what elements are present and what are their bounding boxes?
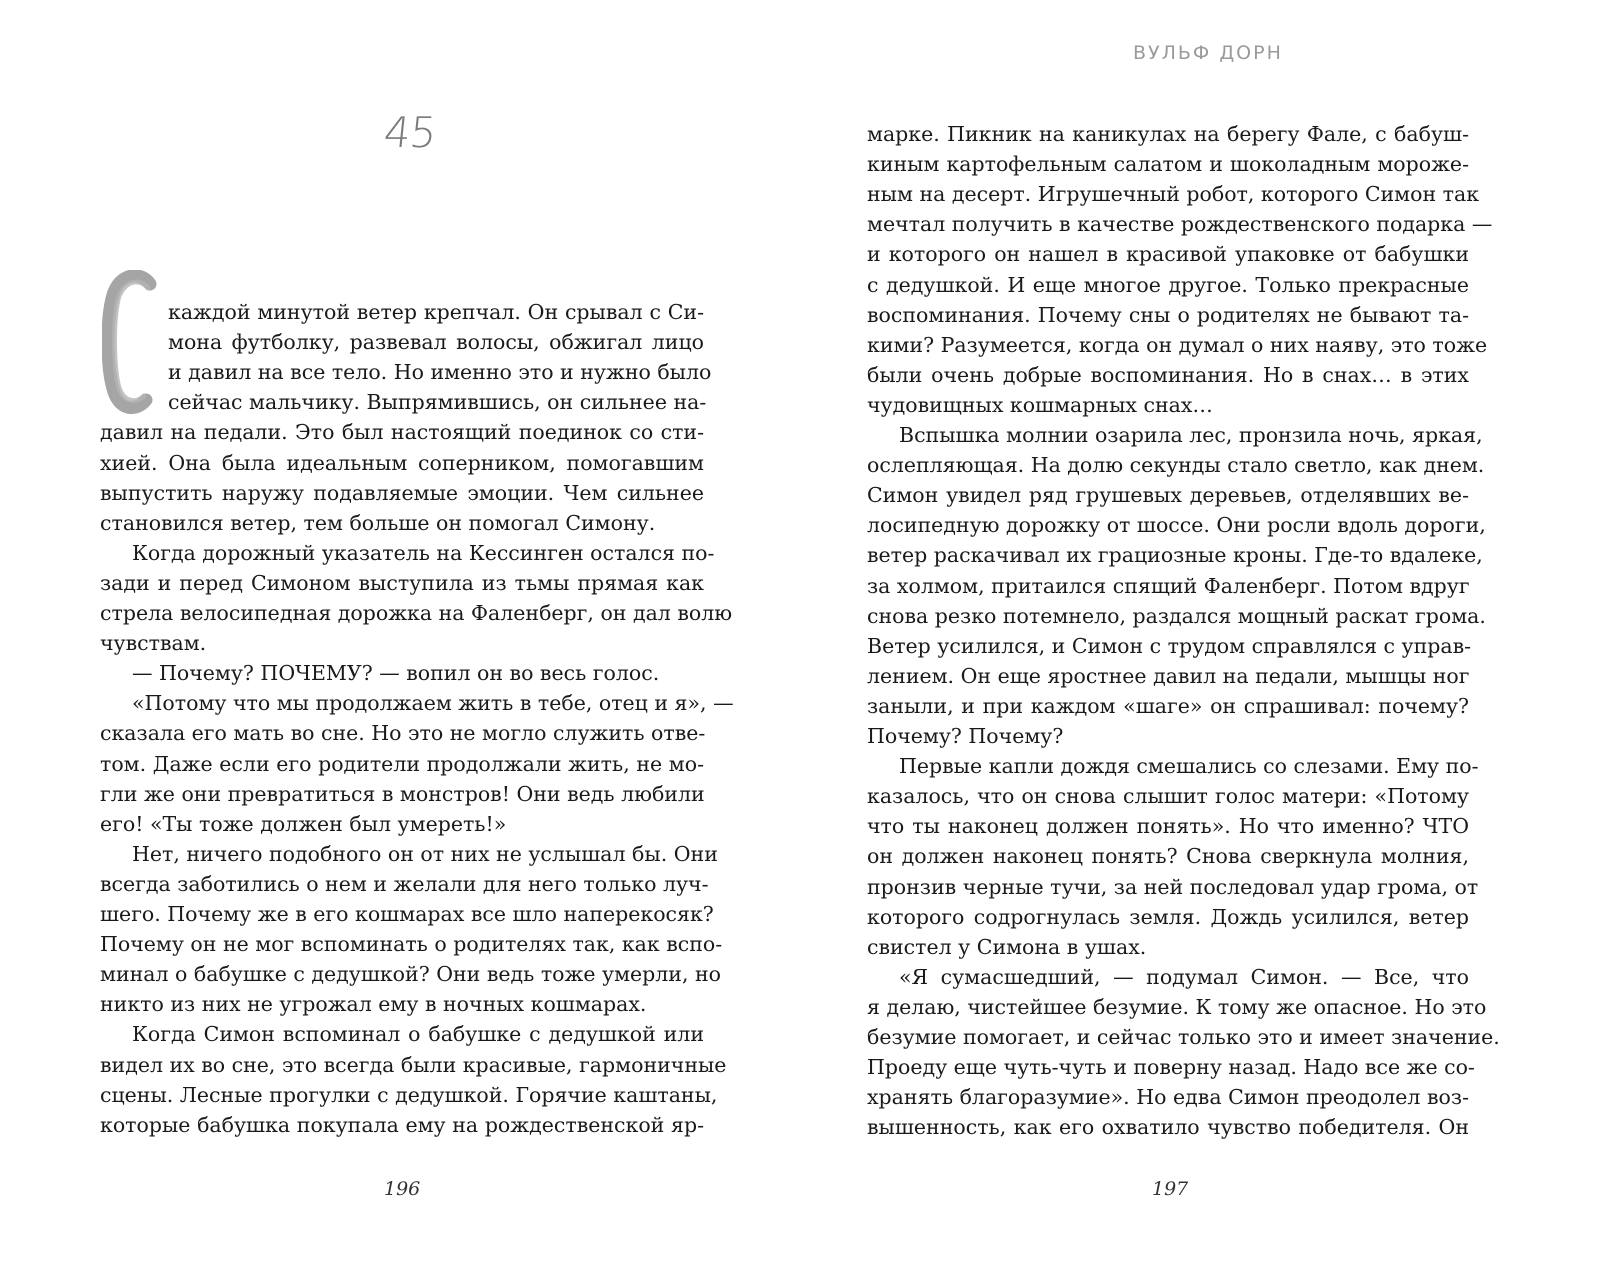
text-line: том. Даже если его родители продолжали жить, не мо-: [100, 751, 704, 776]
text-line: свистел у Симона в ушах.: [867, 934, 1147, 959]
text-line: мечтал получить в качестве рождественского подарка —: [867, 212, 1493, 237]
text-line: и которого он нашел в красивой упаковке от бабушки: [867, 242, 1469, 267]
text-line: воспоминания. Почему сны о родителях не бывают та-: [867, 302, 1469, 327]
page-number: 196: [384, 1178, 421, 1200]
text-line: заныли, и при каждом «шаге» он спрашивал: почему?: [867, 693, 1469, 718]
text-line: кими? Разумеется, когда он думал о них наяву, это тоже: [867, 332, 1488, 357]
text-line: зади и перед Симоном выступила из тьмы прямая как: [100, 570, 704, 595]
text-line: Проеду еще чуть-чуть и поверну назад. Надо все же со-: [867, 1055, 1475, 1080]
text-line: снова резко потемнело, раздался мощный раскат грома.: [867, 603, 1486, 628]
text-line: чудовищных кошмарных снах…: [867, 392, 1213, 417]
running-head: ВУЛЬФ ДОРН: [1133, 42, 1283, 64]
text-line: хией. Она была идеальным соперником, помогавшим: [100, 450, 704, 475]
text-line: «Я сумасшедший, — подумал Симон. — Все, что: [899, 964, 1469, 989]
text-line: Вспышка молнии озарила лес, пронзила ночь, яркая,: [899, 423, 1483, 447]
text-line: гли же они превратиться в монстров! Они ведь любили: [100, 781, 705, 806]
text-line: Ветер усилился, и Симон с трудом справлялся с управ-: [867, 633, 1472, 658]
text-line: «Потому что мы продолжаем жить в тебе, отец и я», —: [132, 691, 734, 716]
text-line: Нет, ничего подобного он от них не услышал бы. Они: [132, 841, 718, 866]
right-page: [800, 0, 1600, 1280]
text-line: сцены. Лесные прогулки с дедушкой. Горячие каштаны,: [100, 1082, 718, 1107]
text-line: сейчас мальчику. Выпрямившись, он сильнее на-: [168, 390, 707, 415]
text-line: Когда дорожный указатель на Кессинген остался по-: [132, 540, 715, 565]
text-line: я делаю, чистейшее безумие. К тому же опасное. Но это: [867, 994, 1487, 1019]
text-line: Первые капли дождя смешались со слезами. Ему по-: [899, 754, 1479, 779]
chapter-number: 45: [381, 108, 439, 157]
text-line: марке. Пикник на каникулах на берегу Фале, с бабуш-: [867, 122, 1469, 146]
text-line: которого содрогнулась земля. Дождь усилился, ветер: [867, 904, 1469, 929]
text-line: Симон увидел ряд грушевых деревьев, отделявших ве-: [867, 483, 1469, 508]
text-line: которые бабушка покупала ему на рождественской яр-: [100, 1112, 704, 1137]
text-line: хранять благоразумие». Но едва Симон преодолел воз-: [867, 1085, 1469, 1110]
text-line: его! «Ты тоже должен был умереть!»: [100, 811, 507, 836]
text-line: ослепляющая. На долю секунды стало светло, как днем.: [867, 453, 1485, 478]
text-line: казалось, что он снова слышит голос матери: «Потому: [867, 784, 1469, 809]
text-line: лосипедную дорожку от шоссе. Они росли вдоль дороги,: [867, 513, 1486, 538]
text-line: выпустить наружу подавляемые эмоции. Чем сильнее: [100, 480, 704, 505]
text-line: никто из них не угрожал ему в ночных кошмарах.: [100, 992, 647, 1017]
text-line: с дедушкой. И еще многое другое. Только прекрасные: [867, 272, 1469, 297]
text-line: киным картофельным салатом и шоколадным мороже-: [867, 152, 1469, 177]
text-line: Почему? Почему?: [867, 724, 1064, 748]
text-line: что ты наконец должен понять». Но что именно? ЧТО: [867, 814, 1469, 839]
text-line: и давил на все тело. Но именно это и нужно было: [168, 360, 712, 385]
text-line: мона футболку, развевал волосы, обжигал лицо: [168, 330, 704, 355]
text-line: давил на педали. Это был настоящий поединок со сти-: [100, 420, 704, 445]
text-line: чувствам.: [100, 631, 207, 656]
text-line: безумие помогает, и сейчас только это и имеет значение.: [867, 1025, 1500, 1049]
text-line: за холмом, притаился спящий Фаленберг. Потом вдруг: [867, 573, 1470, 598]
text-line: ветер раскачивал их грациозные кроны. Где-то вдалеке,: [867, 543, 1483, 568]
text-line: каждой минутой ветер крепчал. Он срывал с Си-: [168, 300, 704, 324]
text-line: минал о бабушке с дедушкой? Они ведь тоже умерли, но: [100, 962, 721, 987]
text-line: видел их во сне, это всегда были красивые, гармоничные: [100, 1052, 727, 1077]
page-number: 197: [1152, 1178, 1189, 1200]
text-line: лением. Он еще яростнее давил на педали, мышцы ног: [867, 663, 1470, 688]
text-line: Когда Симон вспоминал о бабушке с дедушкой или: [132, 1022, 704, 1047]
text-line: сказала его мать во сне. Но это не могло служить отве-: [100, 721, 706, 746]
text-line: становился ветер, тем больше он помогал Симону.: [100, 510, 656, 535]
text-line: он должен наконец понять? Снова сверкнула молния,: [867, 844, 1469, 869]
text-line: всегда заботились о нем и желали для него только луч-: [100, 871, 709, 896]
text-line: Почему он не мог вспоминать о родителях так, как вспо-: [100, 932, 723, 957]
text-line: стрела велосипедная дорожка на Фаленберг, он дал волю: [100, 601, 733, 625]
text-line: шего. Почему же в его кошмарах все шло наперекосяк?: [100, 902, 714, 926]
text-line: ным на десерт. Игрушечный робот, которого Симон так: [867, 182, 1480, 207]
text-line: пронзив черные тучи, за ней последовал удар грома, от: [867, 874, 1479, 899]
drop-cap-letter: [102, 270, 162, 415]
text-line: были очень добрые воспоминания. Но в снах… в этих: [867, 362, 1469, 387]
text-line: вышенность, как его охватило чувство победителя. Он: [867, 1115, 1469, 1140]
text-line: — Почему? ПОЧЕМУ? — вопил он во весь голос.: [132, 661, 660, 686]
